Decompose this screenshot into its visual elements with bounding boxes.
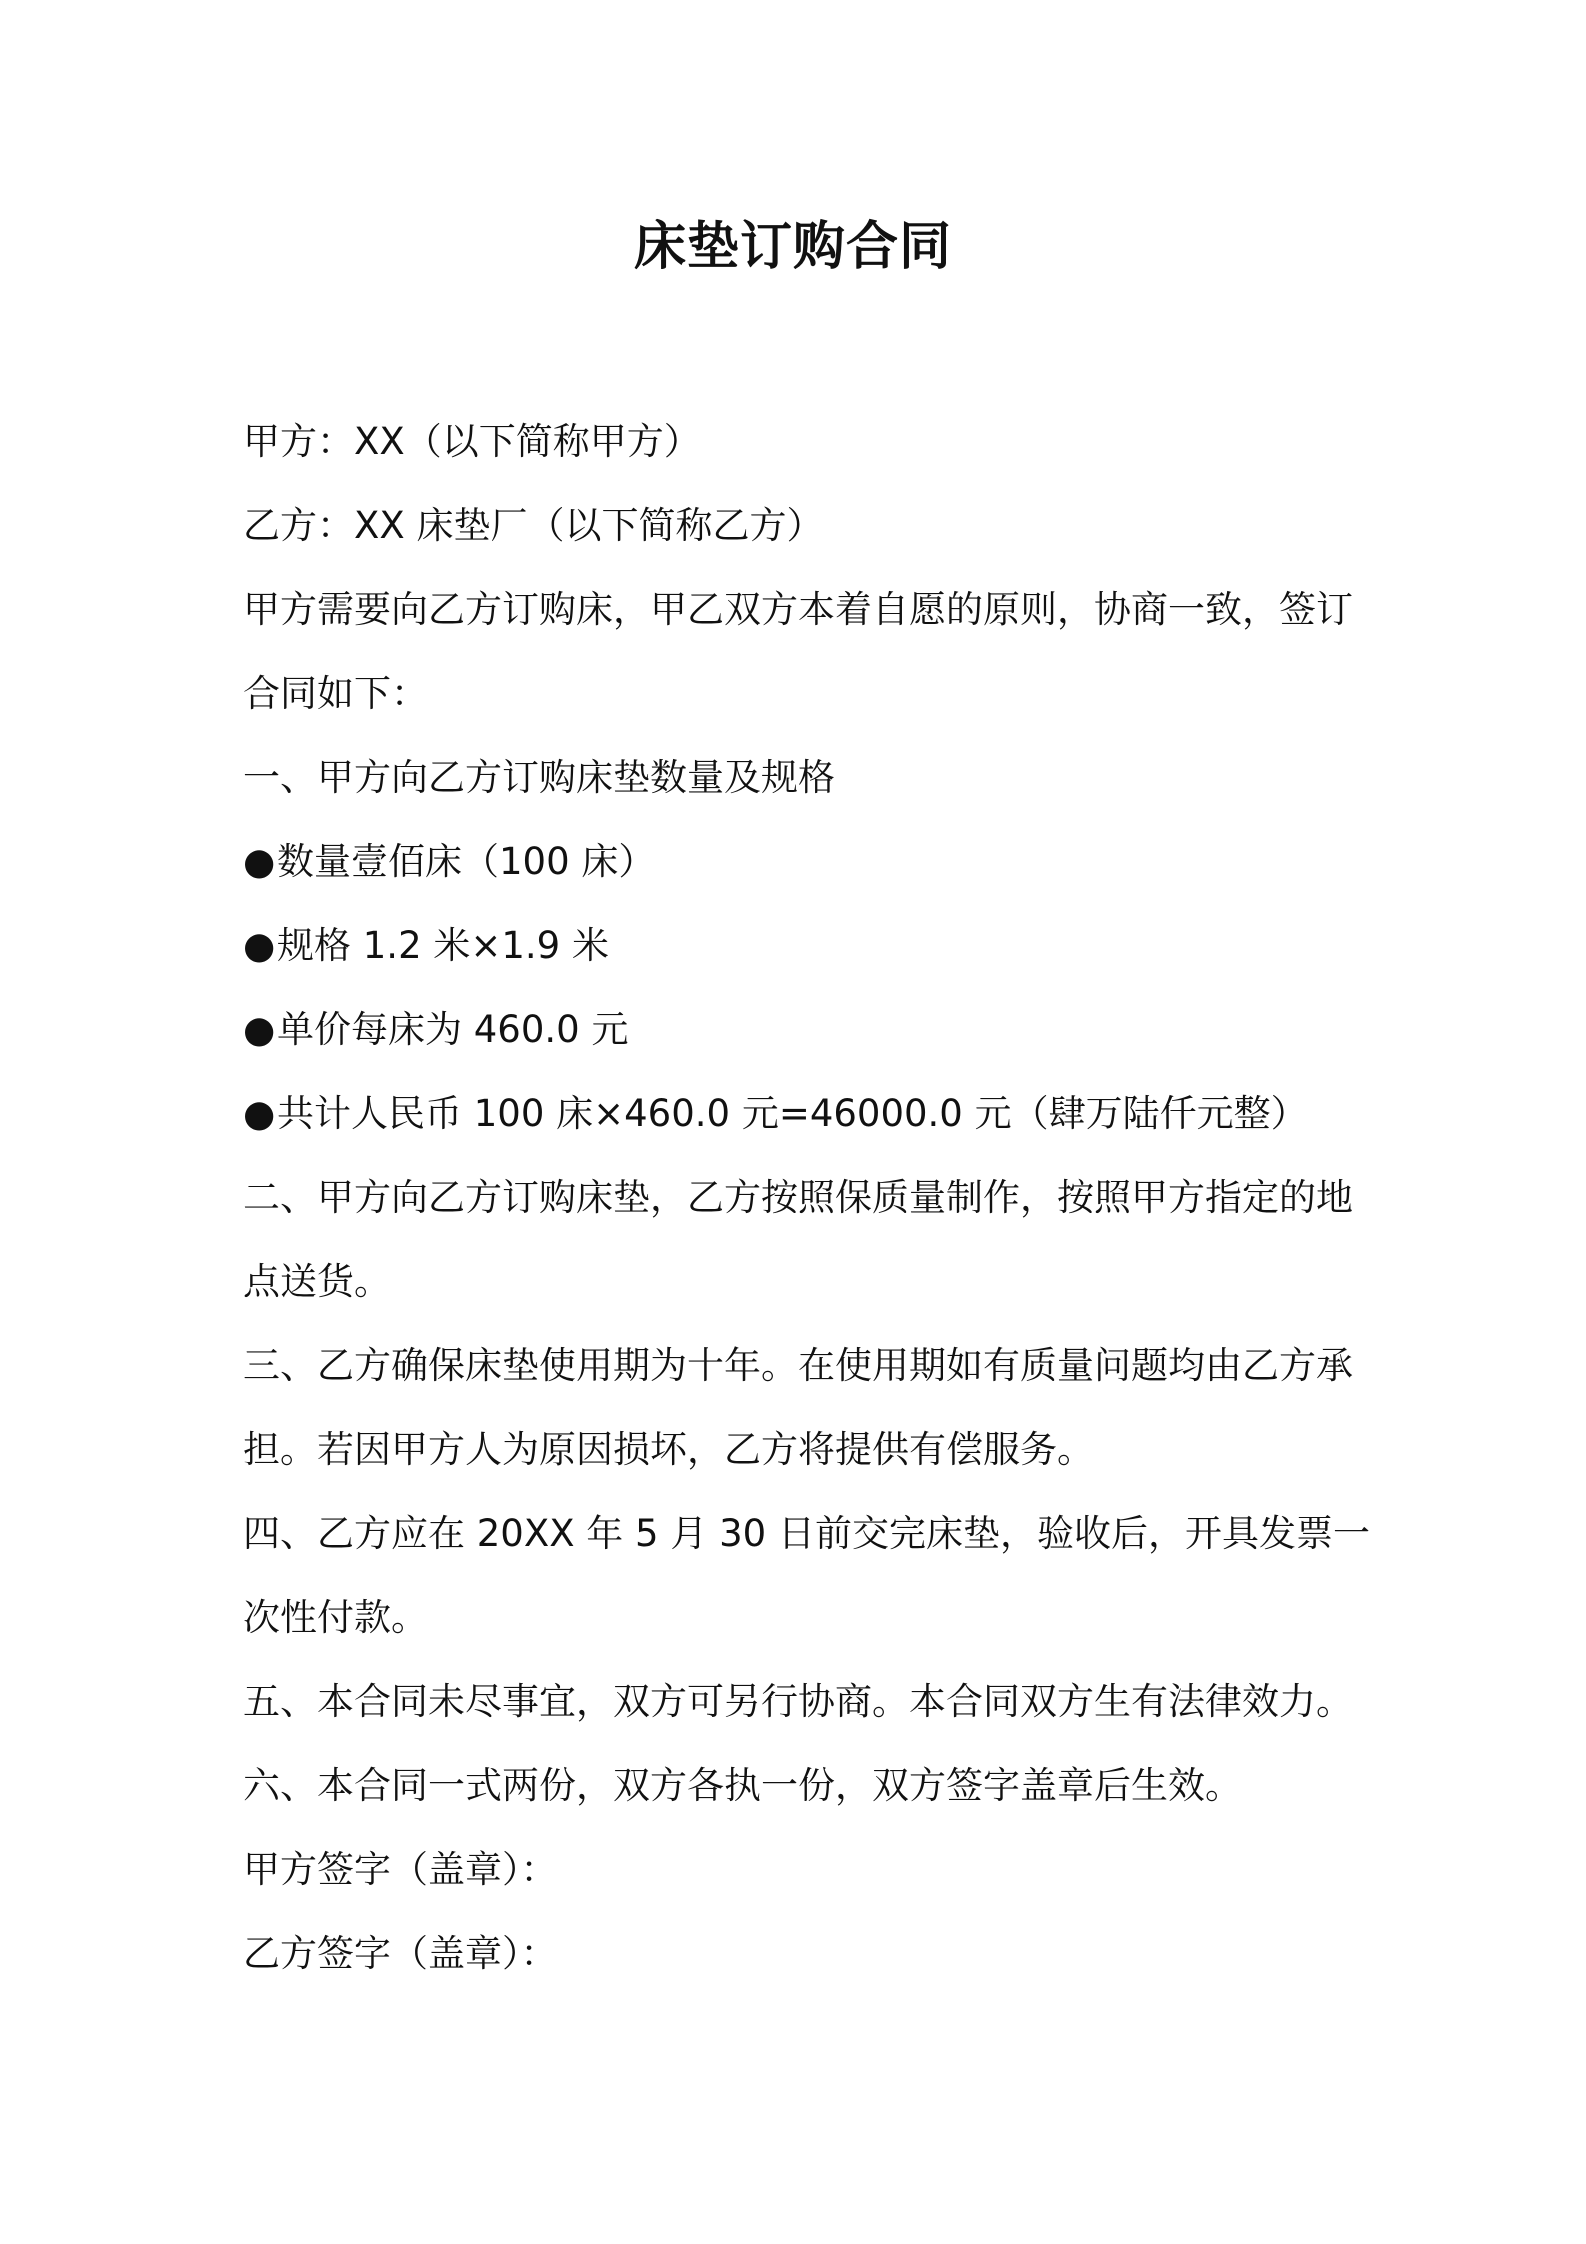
bullet-dot: ● [243, 1008, 276, 1051]
clause-6: 六、本合同一式两份，双方各执一份，双方签字盖章后生效。 [243, 1764, 1242, 1807]
document-body [243, 400, 1370, 1996]
clause-4-line-2: 次性付款。 [243, 1596, 428, 1639]
clause-2-line-2: 点送货。 [243, 1260, 391, 1303]
clause-5: 五、本合同未尽事宜，双方可另行协商。本合同双方生有法律效力。 [243, 1680, 1353, 1723]
bullet-total [243, 1072, 1363, 1156]
bullet-quantity [243, 820, 1363, 904]
signature-party-b: 乙方签字（盖章）： [243, 1932, 558, 1975]
document-title: 床垫订购合同 [633, 217, 952, 277]
clause-3-line-1: 三、乙方确保床垫使用期为十年。在使用期如有质量问题均由乙方承 [243, 1344, 1353, 1387]
bullet-total-text: 共计人民币 100 床×460.0 元=46000.0 元（肆万陆仟元整） [277, 1092, 1308, 1135]
bullet-price [243, 988, 1363, 1072]
clause-4-line-1: 四、乙方应在 20XX 年 5 月 30 日前交完床垫，验收后，开具发票一 [243, 1512, 1370, 1555]
party-b-line: 乙方：XX 床垫厂（以下简称乙方） [243, 504, 824, 547]
bullet-price-text: 单价每床为 460.0 元 [277, 1008, 629, 1051]
bullet-spec-text: 规格 1.2 米×1.9 米 [277, 924, 609, 967]
bullet-quantity-text: 数量壹佰床（100 床） [277, 840, 656, 883]
bullet-dot: ● [243, 924, 276, 967]
intro-line-1: 甲方需要向乙方订购床，甲乙双方本着自愿的原则，协商一致，签订 [243, 588, 1353, 631]
bullet-dot: ● [243, 840, 276, 883]
clause-1-heading: 一、甲方向乙方订购床垫数量及规格 [243, 756, 835, 799]
clause-3-line-2: 担。若因甲方人为原因损坏，乙方将提供有偿服务。 [243, 1428, 1094, 1471]
party-a-line: 甲方：XX（以下简称甲方） [243, 420, 701, 463]
clause-2-line-1: 二、甲方向乙方订购床垫，乙方按照保质量制作，按照甲方指定的地 [243, 1176, 1353, 1219]
bullet-spec [243, 904, 1363, 988]
bullet-dot: ● [243, 1092, 276, 1135]
signature-party-a: 甲方签字（盖章）： [243, 1848, 558, 1891]
intro-line-2: 合同如下： [243, 672, 428, 715]
